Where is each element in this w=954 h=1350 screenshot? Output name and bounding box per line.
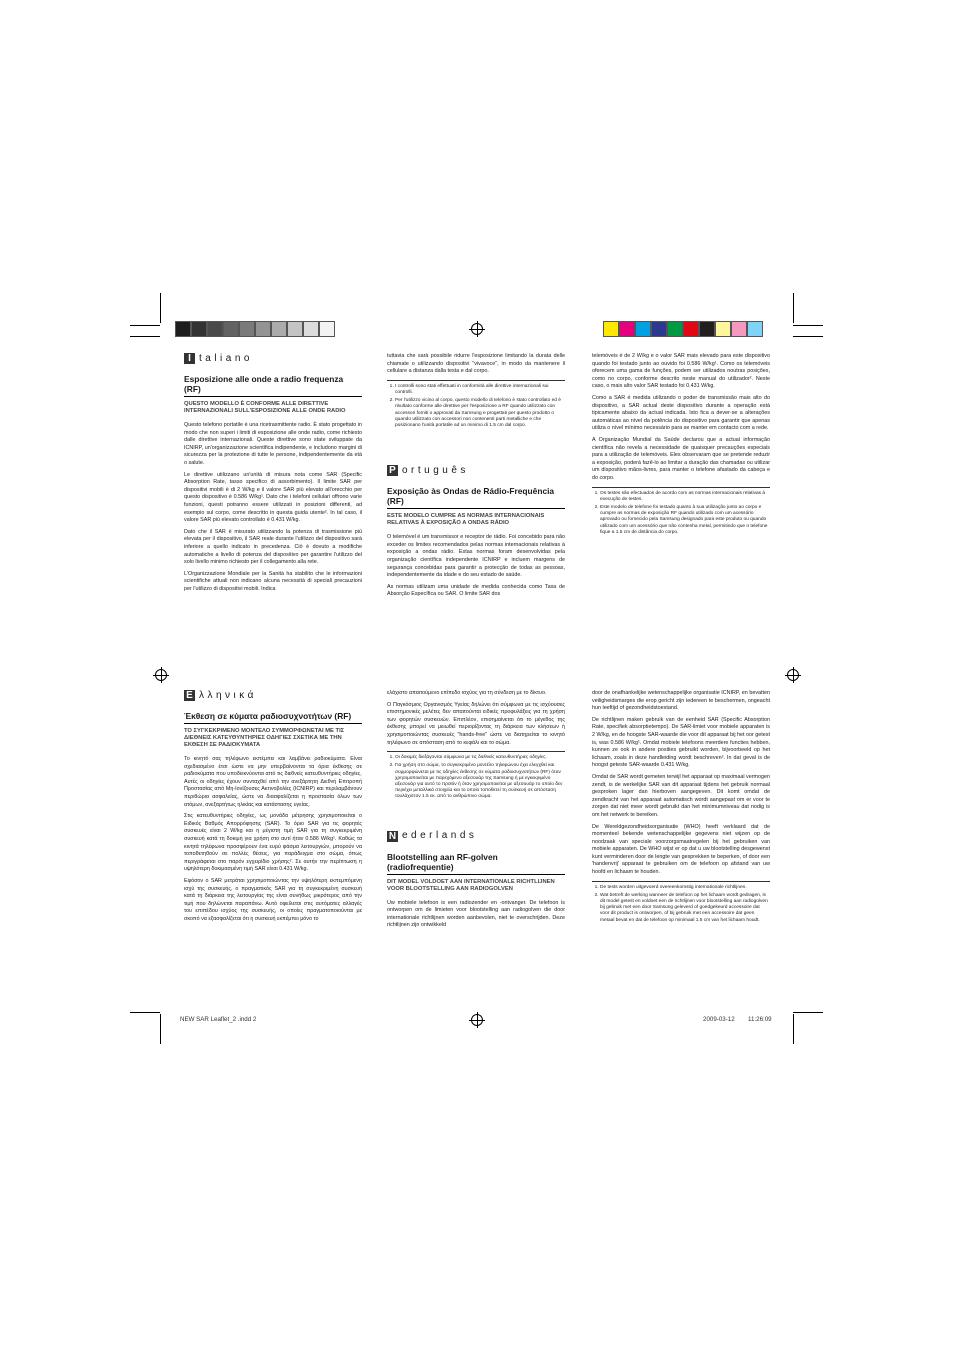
heading-rest: taliano: [199, 352, 253, 364]
color-swatch: [635, 321, 651, 337]
color-swatch: [715, 321, 731, 337]
heading-rest: ortuguês: [402, 464, 469, 476]
footnote: 1. De tests worden uitgevoerd overeenkomstig internationale richtlijnen.: [600, 885, 770, 891]
registration-mark-right: [787, 669, 799, 681]
gray-swatch: [303, 321, 319, 337]
paragraph: Dato che il SAR è misurato utilizzando la potenza di trasmissione più elevata per il dispositivo, il SAR reale durante l'utilizzo del dispositivo sarà inferiore a quello indicato in precedenza. Ciò è dovuto a modifiche automatiche a livello di potenza del dispositivo per garantire l'utilizzo del solo livello minimo richiesto per il collegamento alla rete.: [184, 528, 362, 566]
color-swatch: [667, 321, 683, 337]
paragraph: telemóveis é de 2 W/kg e o valor SAR mais elevado para este dispositivo quando foi testado junto ao ouvido foi 0.586 W/kg¹. Como os telemóveis oferecem uma gama de funções, podem ser utilizados noutras posições, como no corpo, conforme descrito neste manual do utilizador². Neste caso, o mais alto valor SAR testado foi 0.431 W/kg.: [592, 353, 770, 390]
gray-swatch: [319, 321, 335, 337]
footnote: 2. Per l'utilizzo vicino al corpo, questo modello di telefono è stato controllato ed è risultato conforme alle direttive per l'esposizione a RF quando utilizzato con accessori forniti o approvati da Samsung e progettati per questo prodotto o quando utilizzato con accessori non contenenti parti metalliche e che posizionano l'unità portatile ad un minimo di 1.5 cm dal corpo.: [395, 398, 565, 429]
heading-initial: Ε: [184, 690, 195, 701]
color-swatch: [683, 321, 699, 337]
color-swatch: [603, 321, 619, 337]
registration-mark-bottom: [471, 1014, 483, 1026]
footer-filename: NEW SAR Leaflet_2 .indd 2: [180, 1016, 257, 1023]
paragraph: O telemóvel é um transmissor e receptor de rádio. Foi concebido para não exceder os limites recomendados pelas normas internacionais relativas à exposição a ondas rádio. Estas normas foram desenvolvidas pela organização científica independente ICNIRP e incluem margens de segurança concebidas para garantir a protecção de todas as pessoas, independentemente da idade e do seu estado de saúde.: [387, 534, 565, 579]
section-title: Exposição às Ondas de Rádio-Frequência (RF): [387, 486, 565, 509]
language-heading-italiano: [184, 353, 362, 364]
section-title: Blootstelling aan RF-golven (radiofrequentie): [387, 852, 565, 875]
color-swatch: [747, 321, 763, 337]
footnote: 1. Οι δοκιμές διεξάγονται σύμφωνα με τις διεθνείς κατευθυντήριες οδηγίες.: [395, 755, 565, 761]
paragraph: De richtlijnen maken gebruik van de eenheid SAR (Specific Absorption Rate, specifiek absorptietempo). De SAR-limiet voor mobiele apparaten is 2 W/kg, en de hoogste SAR-waarde die voor dit apparaat bij het oor getest is, was 0.586 W/kg¹. Omdat mobiele telefoons meerdere functies hebben, kunnen ze ook in andere posities gebruikt worden, bijvoorbeeld op het lichaam, zoals in deze handleiding wordt beschreven². In dat geval is de hoogst geteste SAR-waarde 0.431 W/kg.: [592, 716, 770, 769]
language-heading-ellinika: [184, 690, 362, 701]
heading-rest: ederlands: [402, 830, 478, 842]
color-swatch: [619, 321, 635, 337]
gray-swatch: [191, 321, 207, 337]
paragraph: As normas utilizam uma unidade de medida conhecida como Taxa de Absorção Específica ou SAR. O limite SAR dos: [387, 583, 565, 598]
footer-date: 2009-03-12: [703, 1016, 735, 1023]
paragraph: Omdat de SAR wordt gemeten terwijl het apparaat op maximaal vermogen zendt, is de werkelijke SAR van dit apparaat tijdens het gebruik normaal gesproken lager dan hierboven aangegeven. Dit komt omdat de zendkracht van het apparaat automatisch wordt aangepast om er voor te zorgen dat niet meer wordt gebruikt dan het minimumniveau dat nodig is om het netwerk te bereiken.: [592, 773, 770, 818]
registration-mark-top: [471, 323, 483, 335]
gray-swatch: [271, 321, 287, 337]
footer-time: 11:26:09: [748, 1016, 772, 1023]
paragraph: Como a SAR é medida utilizando o poder de transmissão mais alto do dispositivo, a SAR actual deste dispositivo durante a operação está tipicamente abaixo da actual indicada. Isto fica a dever-se a alterações automáticas ao nível da potência do dispositivo para garantir que apenas utiliza o nível mínimo necessário para se manter em contacto com a rede.: [592, 394, 770, 432]
color-swatch: [651, 321, 667, 337]
paragraph: Ο Παγκόσμιος Οργανισμός Υγείας δηλώνει ότι σύμφωνα με τις ισχύουσες επιστημονικές μελέτες δεν απαιτούνται ειδικές προφυλάξεις για τη χρήση των φορητών συσκευών. Επιπλέον, επισημαίνεται ότι το μέγεθος της έκθεσης μπορεί να μειωθεί περιορίζοντας τη διάρκεια των κλήσεων ή χρησιμοποιώντας συσκευές "hands-free" ώστε να διατηρείται το κινητό τηλέφωνο σε απόσταση από το κεφάλι και το σώμα.: [387, 701, 565, 746]
language-heading-portugues: [387, 465, 565, 476]
process-color-bar: [603, 321, 763, 337]
section-title: Έκθεση σε κύματα ραδιοσυχνοτήτων (RF): [184, 711, 362, 724]
heading-initial: N: [388, 830, 397, 842]
paragraph: door de onafhankelijke wetenschappelijke organisatie ICNIRP, en bevatten veiligheidsmarges die erop gericht zijn iedereen te beschermen, ongeacht hun leeftijd of gezondheidstoestand.: [592, 690, 770, 712]
footnote: 1. Os testes são efectuados de acordo com as normas internacionais relativas à execução de testes.: [600, 491, 770, 503]
paragraph: A Organização Mundial da Saúde declarou que a actual informação científica não revela a necessidade de quaisquer precauções especiais para a utilização de telemóveis. Eles observaram que se pretende reduzir a exposição, poderá fazê-lo ao limitar a duração das chamadas ou utilizar um dispositivo mãos-livres, para manter o telefone afastado da cabeça e do corpo.: [592, 436, 770, 481]
paragraph: Στις κατευθυντήριες οδηγίες, ως μονάδα μέτρησης χρησιμοποιείται ο Ειδικός Βαθμός Απορρόφησης (SAR). Το όριο SAR για τις φορητές συσκευές είναι 2 W/kg και η μέγιστη τιμή SAR για τη συγκεκριμένη συσκευή κατά τη δοκιμή για χρήση στο αυτί ήταν 0.586 W/kg¹. Καθώς τα κινητά τηλέφωνα προσφέρουν ένα ευρύ φάσμα λειτουργιών, μπορούν να τοποθετηθούν σε πολλές θέσεις, για παράδειγμα στο σώμα, όπως περιγράφεται στο παρόν εγχειρίδιο χρήσης². Σε αυτήν την περίπτωση η υψηλότερη δοκιμασμένη τιμή SAR είναι 0.431 W/kg.: [184, 813, 362, 873]
heading-initial: I: [184, 353, 195, 364]
footnote: 2. Για χρήση στο σώμα, το συγκεκριμένο μοντέλο τηλεφώνου έχει ελεγχθεί και συμμορφώνεται με τις οδηγίες έκθεσης σε κύματα ραδιοσυχνοτήτων (RF) όταν χρησιμοποιείται με παρεχόμενο αξεσουάρ της Samsung ή με εγκεκριμένο αξεσουάρ για αυτό το προϊόν ή όταν χρησιμοποιείται με αξεσουάρ το οποίο δεν περιέχει μεταλλικά στοιχεία και το οποίο τοποθετεί τη συσκευή σε απόσταση τουλάχιστον 1.5 εκ. από το ανθρώπινο σώμα.: [395, 763, 565, 800]
column-3-top: [592, 353, 770, 538]
paragraph: Το κινητό σας τηλέφωνο εκπέμπει και λαμβάνει ραδιοκύματα. Είναι σχεδιασμένο έτσι ώστε να μην υπερβαίνονται τα όρια έκθεσης σε ραδιοκύματα που υποδεικνύονται από τις διεθνείς κατευθυντήριες οδηγίες. Αυτές οι οδηγίες έχουν συνταχθεί από την ανεξάρτητη Διεθνή Επιτροπή Προστασίας από Μη-Ιονίζουσες Ακτινοβολίες (ICNIRP) και περιλαμβάνουν περιθώρια ασφαλείας, ώστε να διασφαλίζεται η προστασία όλων των ατόμων, ανεξαρτήτως ηλικίας και κατάστασης υγείας.: [184, 756, 362, 808]
language-heading-nederlands: [387, 831, 565, 842]
italiano-column-1: [184, 353, 362, 597]
section-subtitle: ESTE MODELO CUMPRE AS NORMAS INTERNACIONAIS RELATIVAS À EXPOSIÇÃO A ONDAS RÁDIO: [387, 513, 545, 527]
gray-swatch: [175, 321, 191, 337]
paragraph: ελάχιστο απαιτούμενο επίπεδο ισχύος για τη σύνδεση με το δίκτυο.: [387, 690, 547, 696]
column-2-top: [387, 353, 565, 603]
paragraph: Εφόσον ο SAR μετράται χρησιμοποιώντας την υψηλότερη εκπεμπόμενη ισχύ της συσκευής, ο πραγματικός SAR για τη συγκεκριμένη συσκευή κατά τη διάρκεια της λειτουργίας της είναι συνήθως μικρότερος από την τιμή που δηλώνεται παραπάνω. Αυτό οφείλεται στις αυτόματες αλλαγές του επιπέδου ισχύος της συσκευής, οι οποίες πραγματοποιούνται με σκοπό να εξασφαλίζεται ότι η συσκευή εκπέμπει μόνο το: [184, 877, 362, 922]
registration-mark-left: [155, 669, 167, 681]
paragraph: L'Organizzazione Mondiale per la Sanità ha stabilito che le informazioni scientifiche attuali non indicano alcuna necessità di speciali precauzioni per l'utilizzo di dispositivi mobili. Indica: [184, 570, 362, 592]
column-2-bottom: [387, 690, 565, 934]
gray-swatch: [255, 321, 271, 337]
section-subtitle: DIT MODEL VOLDOET AAN INTERNATIONALE RICHTLIJNEN VOOR BLOOTSTELLING AAN RADIOGOLVEN: [387, 878, 555, 892]
gray-color-bar: [175, 321, 335, 337]
paragraph: De Wereldgezondheidsorganisatie (WHO) heeft verklaard dat de momenteel bekende wetenschappelijke gegevens niet wijzen op de noodzaak van speciale voorzorgsmaatregelen bij het gebruiken van mobiele apparaten. De WHO wijst er op dat u uw blootstelling desgewenst kunt verminderen door de lengte van gesprekken te beperken, of door een 'handenvrij' apparaat te gebruiken om de telefoon op afstand van uw hoofd en lichaam te houden.: [592, 823, 770, 876]
column-3-bottom: [592, 690, 770, 926]
gray-swatch: [239, 321, 255, 337]
footnotes-nederlands: [592, 881, 770, 924]
heading-rest: λληνικά: [199, 689, 257, 701]
footnote: 2. Este modelo de telefone foi testado quanto à sua utilização junto ao corpo e cumpre as normas de exposição RF quando utilizado com um acessório aprovado ou fornecido pela Samsung designado para este produto ou quando utilizado com um acessório que não contenha metal, permitindo que o telefone fique a 1.5 cm de distância do corpo.: [600, 505, 770, 536]
paragraph: Uw mobiele telefoon is een radiozender en -ontvanger. De telefoon is ontworpen om de limieten voor blootstelling aan radiogolven die door internationale richtlijnen worden aanbevolen, niet te overschrijden. Deze richtlijnen zijn ontwikkeld: [387, 899, 565, 929]
gray-swatch: [207, 321, 223, 337]
section-subtitle: QUESTO MODELLO È CONFORME ALLE DIRETTIVE INTERNAZIONALI SULL'ESPOSIZIONE ALLE ONDE RADIO: [184, 401, 346, 414]
footnote: 1. I controlli sono stati effettuati in conformità alle direttive internazionali sui controlli.: [395, 384, 565, 396]
ellinika-column-1: [184, 690, 362, 927]
gray-swatch: [287, 321, 303, 337]
section-subtitle: ΤΟ ΣΥΓΚΕΚΡΙΜΕΝΟ ΜΟΝΤΕΛΟ ΣΥΜΜΟΡΦΩΝΕΤΑΙ ΜΕ ΤΙΣ ΔΙΕΘΝΕΙΣ ΚΑΤΕΥΘΥΝΤΗΡΙΕΣ ΟΔΗΓΙΕΣ ΣΧΕΤΙΚΑ ΜΕ ΤΗΝ ΕΚΘΕΣΗ ΣΕ ΡΑΔΙΟΚΥΜΑΤΑ: [184, 728, 345, 748]
gray-swatch: [223, 321, 239, 337]
color-swatch: [699, 321, 715, 337]
footnotes-portugues: [592, 487, 770, 536]
footnotes-ellinika: [387, 751, 565, 800]
paragraph: tuttavia che sarà possibile ridurre l'esposizione limitando la durata delle chiamate o utilizzando dispositivi "vivavoce", in modo da mantenere il cellulare a distanza dalla testa e dal corpo.: [387, 353, 565, 375]
footnote: 2. Wat betreft de werking wanneer de telefoon op het lichaam wordt gedragen, is dit model getest en voldoet een de richtlijnen voor blootstelling aan radiogolven bij gebruik met een door Samsung geleverd of goedgekeurd accessoire dat voor dit product is ontworpen, of bij gebruik met een accessoire dat geen metaal bevat en dat de telefoon op minimaal 1.5 cm van het lichaam houdt.: [600, 893, 770, 924]
paragraph: Le direttive utilizzano un'unità di misura nota come SAR (Specific Absorption Rate, tasso specifico di assorbimento). Il limite SAR per dispositivi mobili è di 2 W/kg e il valore SAR più elevato all'orecchio per questo dispositivo è 0.586 W/kg¹. Dato che i telefoni cellulari offrono varie funzioni, questi potranno essere utilizzati in posizioni differenti, ad esempio sul corpo, come descritto in questa guida utente². In tal caso, il valore SAR più elevato controllato è 0.431 W/kg.: [184, 471, 362, 524]
footnotes-italiano: [387, 380, 565, 429]
section-title: Esposizione alle onde a radio frequenza (RF): [184, 374, 362, 397]
heading-initial: P: [387, 465, 398, 476]
paragraph: Questo telefono portatile è una ricetrasmittente radio. È stato progettato in modo che non superi i limiti di esposizione alle onde radio, come richiesto dalle direttive internazionali. Queste direttive sono state sviluppate da ICNIRP, un'organizzazione scientifica indipendente, e includono margini di sicurezza per la protezione di tutte le persone, indipendentemente da età o salute.: [184, 422, 362, 466]
color-swatch: [731, 321, 747, 337]
